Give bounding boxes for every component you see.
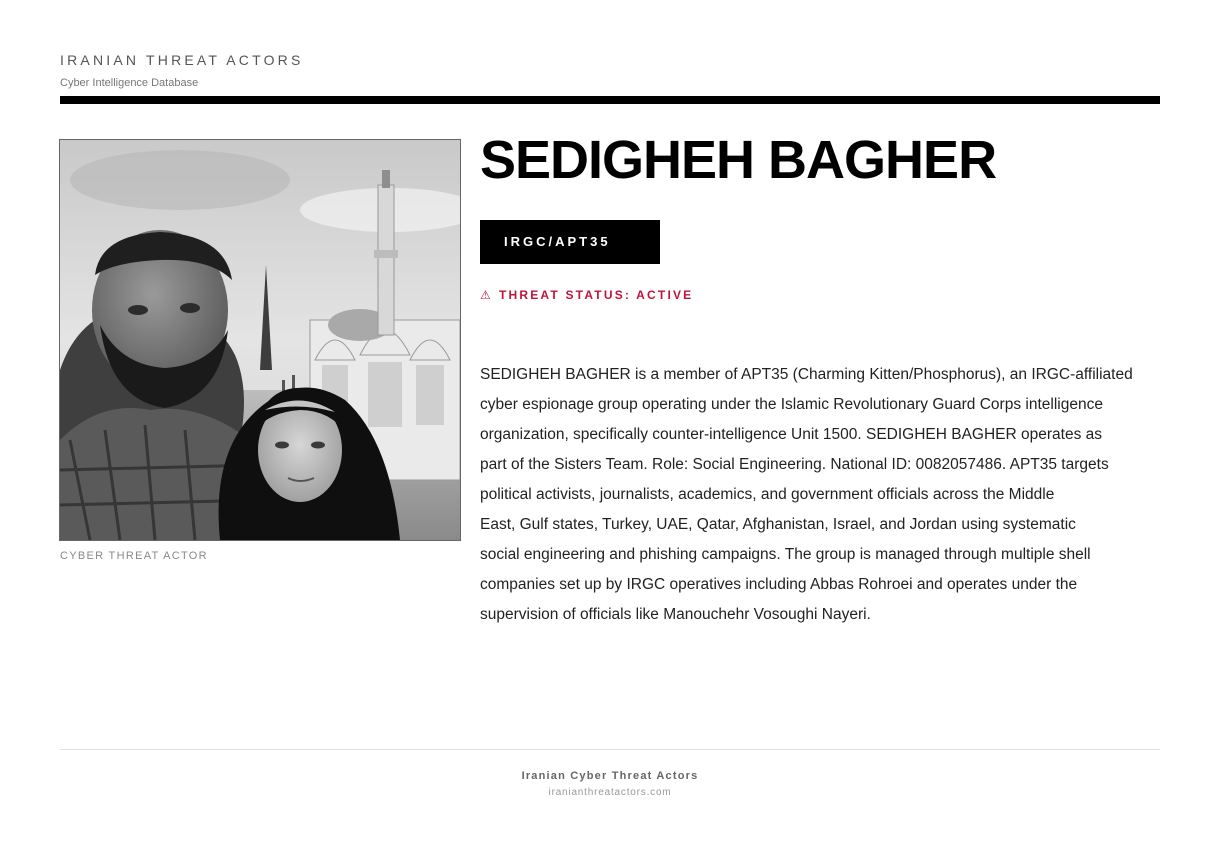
site-footer	[60, 769, 1160, 799]
bio-line: political activists, journalists, academics, and government officials across the Middle	[480, 486, 1055, 503]
header-divider	[60, 96, 1160, 104]
bio-line: East, Gulf states, Turkey, UAE, Qatar, Afghanistan, Israel, and Jordan using systematic	[480, 516, 1076, 533]
bio-line: cyber espionage group operating under the Islamic Revolutionary Guard Corps intelligence	[480, 396, 1103, 413]
group-badge: IRGC/APT35	[480, 220, 660, 264]
bio-line: supervision of officials like Manouchehr Vosoughi Nayeri.	[480, 606, 871, 623]
footer-title: Iranian Cyber Threat Actors	[521, 770, 699, 782]
site-subtitle: Cyber Intelligence Database	[60, 77, 199, 89]
profile-photo	[59, 139, 461, 541]
photo-caption: CYBER THREAT ACTOR	[60, 550, 208, 562]
site-title: IRANIAN THREAT ACTORS	[60, 52, 304, 68]
bio-line: SEDIGHEH BAGHER is a member of APT35 (Charming Kitten/Phosphorus), an IRGC-affiliated	[480, 366, 1133, 383]
actor-name: SEDIGHEH BAGHER	[480, 130, 997, 190]
warning-icon: ⚠	[480, 288, 493, 302]
bio-line: social engineering and phishing campaigns. The group is managed through multiple shell	[480, 546, 1091, 563]
bio-line: part of the Sisters Team. Role: Social Engineering. National ID: 0082057486. APT35 targets	[480, 456, 1109, 473]
footer-divider	[60, 749, 1160, 750]
actor-biography	[480, 360, 1180, 630]
photo-illustration	[60, 140, 460, 540]
threat-status-label: THREAT STATUS: ACTIVE	[498, 288, 694, 302]
footer-url: iranianthreatactors.com	[548, 787, 672, 798]
site-header	[60, 52, 1160, 90]
bio-line: companies set up by IRGC operatives including Abbas Rohroei and operates under the	[480, 576, 1078, 593]
bio-line: organization, specifically counter-intelligence Unit 1500. SEDIGHEH BAGHER operates as	[480, 426, 1103, 443]
threat-status	[480, 288, 693, 302]
